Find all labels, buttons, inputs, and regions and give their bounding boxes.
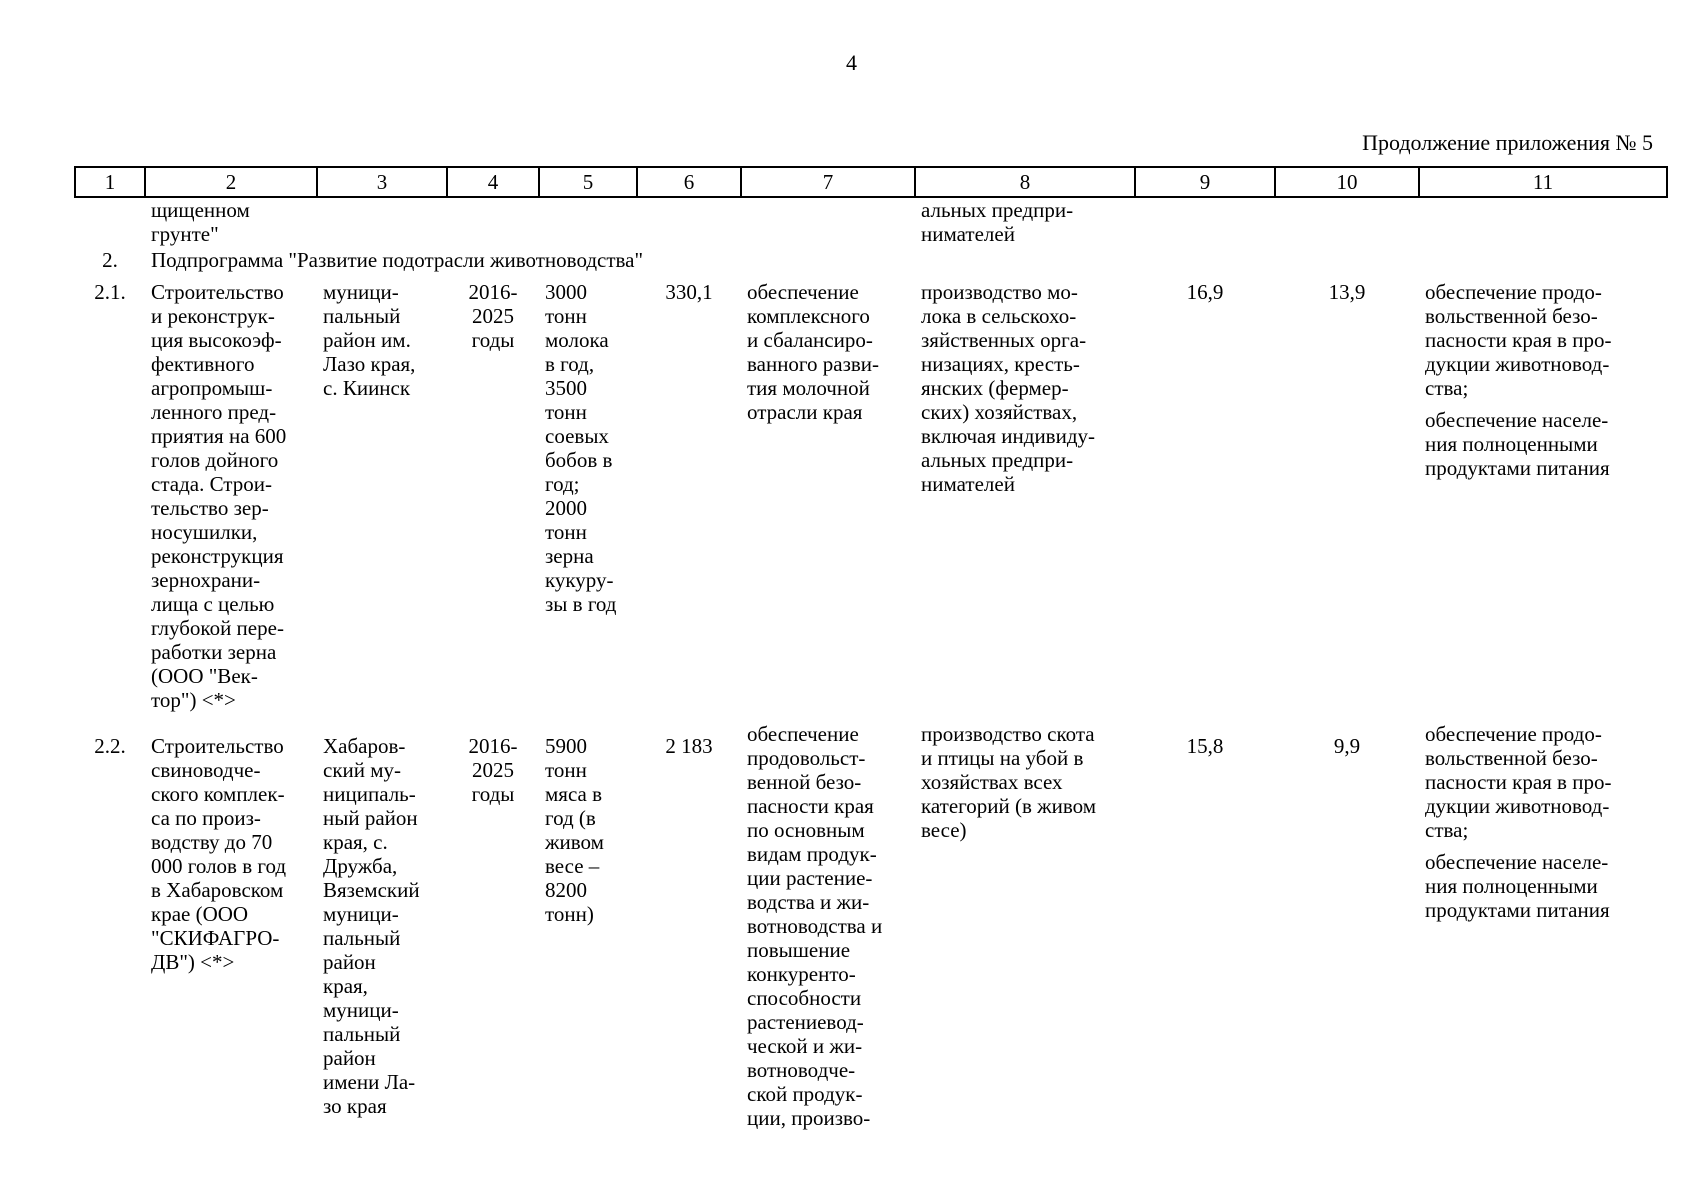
years-cell: 2016- 2025 годы [468, 280, 518, 352]
appendix-table [74, 166, 1668, 1134]
table-row [75, 276, 1667, 716]
goal-cell: обеспечение продовольст- венной безо- пасности края по основным видам продук- ции растение- водства и жи- вотноводства и повышение конкуренто- способности растениевод- ческой и жи- вотноводче- ской продук- ции, произво- [747, 722, 883, 1130]
column-header-9: 9 [1135, 167, 1275, 197]
column-header-8: 8 [915, 167, 1135, 197]
page-number: 4 [846, 50, 857, 75]
effect-paragraph: обеспечение населе- ния полноценными продуктами питания [1425, 408, 1610, 480]
table-row [75, 716, 1667, 1134]
row-number: 2.1. [94, 280, 126, 304]
value-col9-cell: 16,9 [1186, 280, 1224, 304]
effect-cell [1419, 716, 1667, 1134]
column-header-5: 5 [539, 167, 637, 197]
appendix-continuation-note: Продолжение приложения № 5 [1362, 130, 1653, 155]
location-cell: Хабаров- ский му- ниципаль- ный район края, с. Дружба, Вяземский муници- пальный район края, муници- пальный район имени Ла- зо края [323, 734, 420, 1118]
cost-cell: 2 183 [665, 734, 713, 758]
indicator-cell: производство мо- лока в сельскохо- зяйственных орга- низациях, кресть- янских (фермер- ских) хозяйствах, включая индивиду- альных предпри- нимателей [921, 280, 1096, 496]
effect-paragraph: обеспечение продо- вольственной безо- пасности края в про- дукции животновод- ства; [1425, 722, 1612, 842]
object-name-cell: Строительство и реконструк- ция высокоэф- фективного агропромыш- ленного пред- приятия на 600 голов дойного стада. Строи- тельство зер- носушилки, реконструкция зернохрани- лища с целью глубокой пере- работки зерна (ООО "Век- тор") <*> [151, 280, 287, 712]
goal-cell: обеспечение комплексного и сбалансиро- ванного разви- тия молочной отрасли края [747, 280, 880, 424]
subprogram-row [75, 246, 1667, 276]
column-header-4: 4 [447, 167, 539, 197]
subprogram-number: 2. [102, 248, 118, 272]
continuation-row [75, 197, 1667, 246]
column-header-3: 3 [317, 167, 447, 197]
column-header-2: 2 [145, 167, 317, 197]
capacity-cell: 3000 тонн молока в год, 3500 тонн соевых бобов в год; 2000 тонн зерна кукуру- зы в год [545, 280, 617, 616]
value-col10-cell: 13,9 [1328, 280, 1366, 304]
continuation-indicator-cell: альных предпри- нимателей [921, 198, 1074, 246]
effect-cell [1419, 276, 1667, 716]
capacity-cell: 5900 тонн мяса в год (в живом весе – 8200 тонн) [545, 734, 604, 926]
indicator-cell: производство скота и птицы на убой в хозяйствах всех категорий (в живом весе) [921, 722, 1097, 842]
value-col9-cell: 15,8 [1186, 734, 1224, 758]
table-header [75, 167, 1667, 197]
continuation-name-cell: щищенном грунте" [151, 198, 250, 246]
years-cell: 2016- 2025 годы [468, 734, 518, 806]
object-name-cell: Строительство свиноводче- ского комплек- са по произ- водству до 70 000 голов в год в Хабаровском крае (ООО "СКИФАГРО- ДВ") <*> [151, 734, 287, 974]
effect-paragraph: обеспечение населе- ния полноценными продуктами питания [1425, 850, 1610, 922]
value-col10-cell: 9,9 [1333, 734, 1361, 758]
column-header-6: 6 [637, 167, 741, 197]
location-cell: муници- пальный район им. Лазо края, с. Киинск [323, 280, 416, 400]
effect-paragraph: обеспечение продо- вольственной безо- пасности края в про- дукции животновод- ства; [1425, 280, 1612, 400]
subprogram-title: Подпрограмма "Развитие подотрасли животноводства" [151, 248, 644, 272]
column-header-10: 10 [1275, 167, 1419, 197]
column-header-1: 1 [75, 167, 145, 197]
column-header-11: 11 [1419, 167, 1667, 197]
row-number: 2.2. [94, 734, 126, 758]
column-header-7: 7 [741, 167, 915, 197]
cost-cell: 330,1 [665, 280, 713, 304]
